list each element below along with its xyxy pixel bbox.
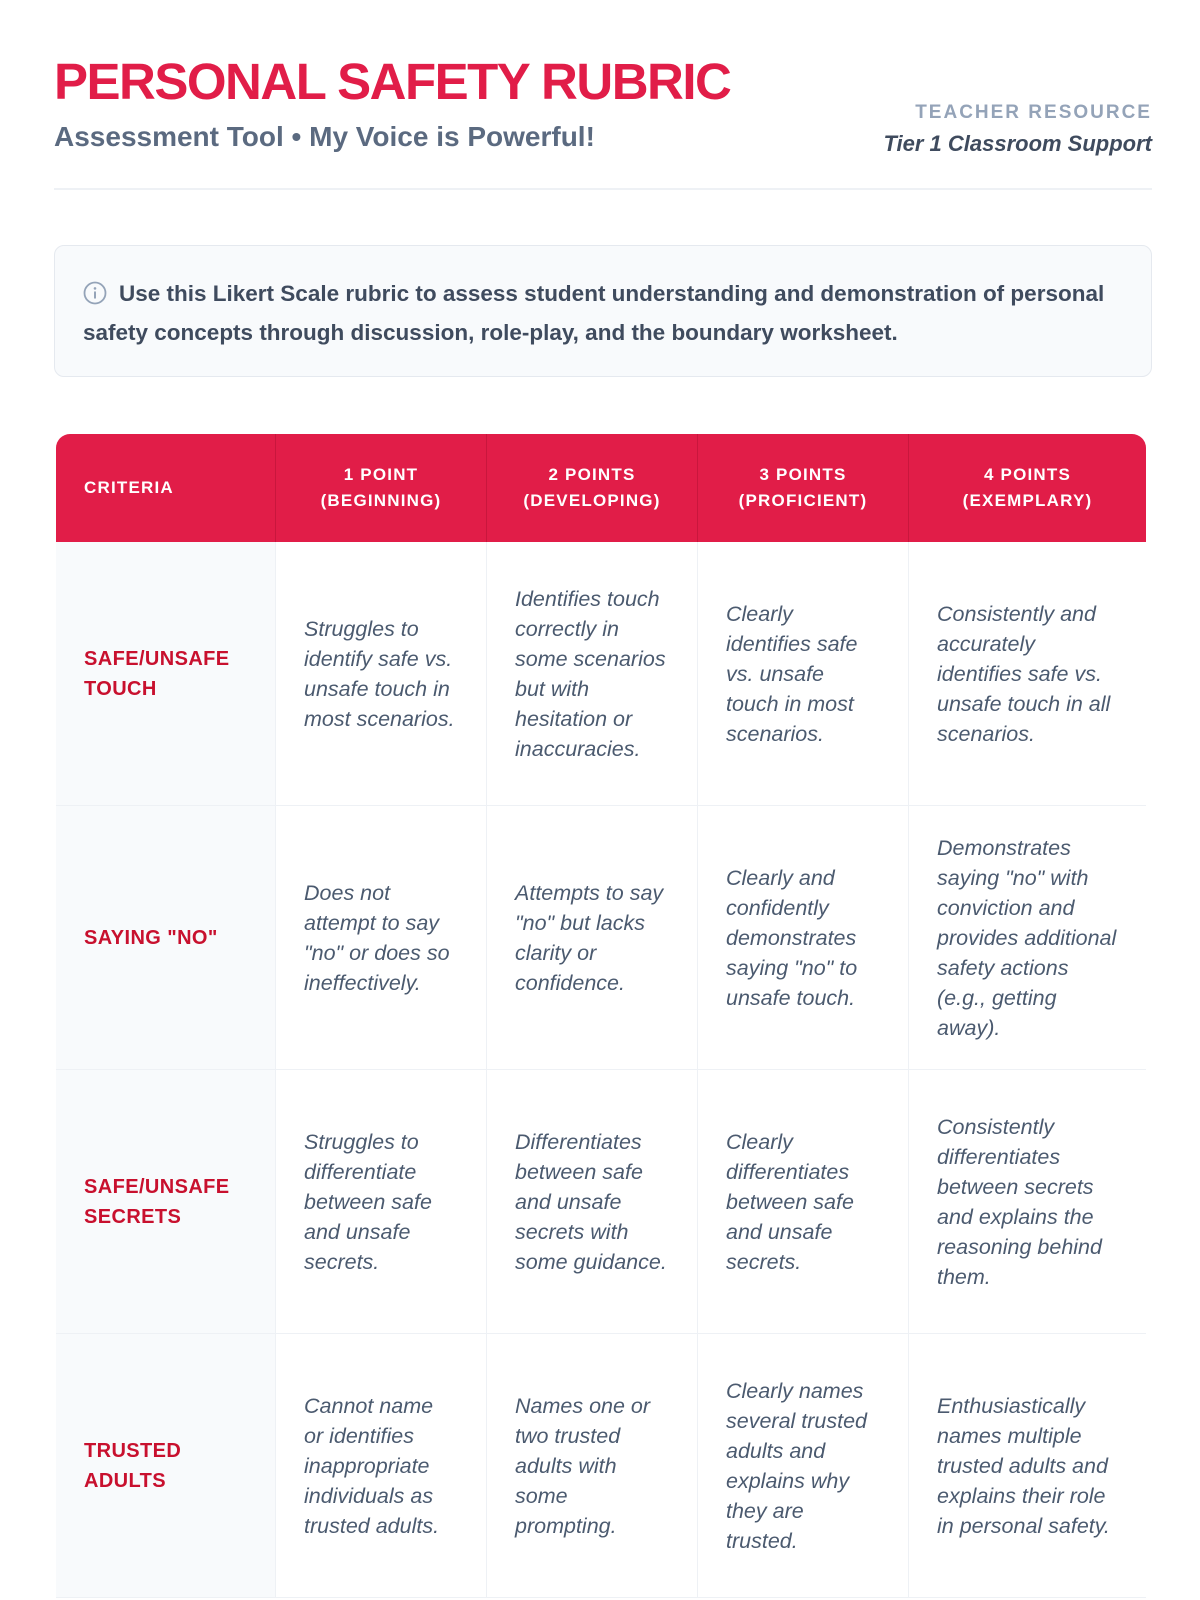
score-1-cell: Struggles to identify safe vs. unsafe touch in most scenarios. [276, 542, 487, 806]
page-subtitle: Assessment Tool • My Voice is Powerful! [54, 121, 595, 152]
score-4-cell: Enthusiastically names multiple trusted adults and explains their role in personal safety. [909, 1334, 1146, 1598]
score-4-cell: Demonstrates saying "no" with conviction and provides additional safety actions (e.g., getting away). [909, 806, 1146, 1070]
header-2-points-line2: (DEVELOPING) [523, 491, 661, 510]
criteria-cell: SAFE/UNSAFE SECRETS [56, 1070, 276, 1334]
score-3-cell: Clearly and confidently demonstrates saying "no" to unsafe touch. [698, 806, 909, 1070]
rubric-header-row [56, 434, 1146, 542]
header-3-points-line1: 3 POINTS [759, 465, 847, 484]
score-4-cell: Consistently and accurately identifies safe vs. unsafe touch in all scenarios. [909, 542, 1146, 806]
instructions-box [54, 245, 1152, 377]
page-title: PERSONAL SAFETY RUBRIC [54, 53, 731, 110]
header-1-point [276, 434, 487, 542]
score-3-cell: Clearly names several trusted adults and explains why they are trusted. [698, 1334, 909, 1598]
score-1-cell: Struggles to differentiate between safe and unsafe secrets. [276, 1070, 487, 1334]
criteria-cell: SAYING "NO" [56, 806, 276, 1070]
header-2-points-line1: 2 POINTS [548, 465, 636, 484]
score-2-cell: Identifies touch correctly in some scenarios but with hesitation or inaccuracies. [487, 542, 698, 806]
page-header [54, 0, 1152, 190]
table-row [56, 1070, 1146, 1334]
criteria-cell: TRUSTED ADULTS [56, 1334, 276, 1598]
header-3-points-line2: (PROFICIENT) [738, 491, 868, 510]
table-row [56, 806, 1146, 1070]
resource-tier: Tier 1 Classroom Support [883, 130, 1152, 156]
header-criteria [56, 434, 276, 542]
header-3-points [698, 434, 909, 542]
score-4-cell: Consistently differentiates between secrets and explains the reasoning behind them. [909, 1070, 1146, 1334]
resource-label: TEACHER RESOURCE [915, 102, 1152, 123]
rubric-table [56, 434, 1146, 1598]
score-2-cell: Attempts to say "no" but lacks clarity or confidence. [487, 806, 698, 1070]
table-row [56, 542, 1146, 806]
header-4-points-line2: (EXEMPLARY) [962, 491, 1093, 510]
score-1-cell: Does not attempt to say "no" or does so ineffectively. [276, 806, 487, 1070]
score-3-cell: Clearly differentiates between safe and unsafe secrets. [698, 1070, 909, 1334]
header-2-points [487, 434, 698, 542]
info-circle-icon [83, 278, 107, 302]
header-4-points [909, 434, 1146, 542]
resource-info [883, 102, 1152, 157]
criteria-cell: SAFE/UNSAFE TOUCH [56, 542, 276, 806]
score-2-cell: Differentiates between safe and unsafe secrets with some guidance. [487, 1070, 698, 1334]
score-2-cell: Names one or two trusted adults with some prompting. [487, 1334, 698, 1598]
score-1-cell: Cannot name or identifies inappropriate individuals as trusted adults. [276, 1334, 487, 1598]
header-4-points-line1: 4 POINTS [983, 465, 1072, 484]
header-1-point-line2: (BEGINNING) [320, 491, 442, 510]
table-row [56, 1334, 1146, 1598]
header-1-point-line1: 1 POINT [343, 465, 419, 484]
header-criteria-label: CRITERIA [84, 478, 174, 497]
score-3-cell: Clearly identifies safe vs. unsafe touch in most scenarios. [698, 542, 909, 806]
instructions-text: Use this Likert Scale rubric to assess student understanding and demonstration of personal safety concepts through discussion, role-play, and the boundary worksheet. [83, 281, 1105, 345]
